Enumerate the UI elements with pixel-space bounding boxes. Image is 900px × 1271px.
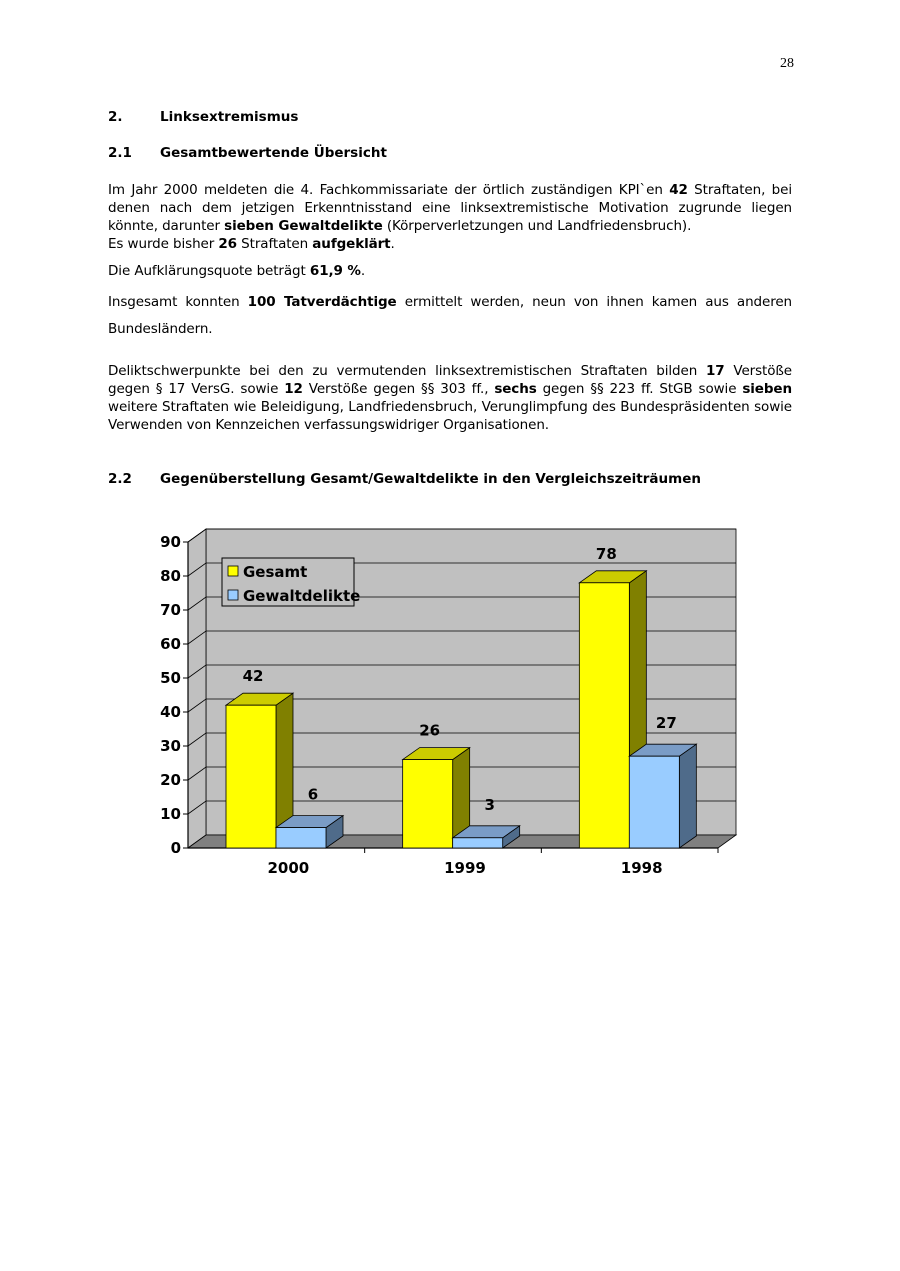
para5-bold-4: sieben [742,381,792,397]
data-label: 3 [484,795,495,814]
x-category-label: 2000 [267,859,310,877]
legend-label-gewaltdelikte: Gewaltdelikte [243,587,361,605]
paragraph-offense-focus [108,362,792,434]
para5-text-3: Verstöße gegen §§ 303 ff., [302,381,495,397]
chart-side-wall [188,529,206,848]
section-2-1-number: 2.1 [108,145,132,161]
para5-text-2: Verstöße gegen § 17 VersG. sowie [108,363,792,397]
legend-swatch-gesamt [228,566,238,576]
bar-gesamt-1998 [579,583,629,848]
para3-text-1: Die Aufklärungsquote beträgt [108,263,310,279]
x-category-label: 1998 [620,859,663,877]
para4-text-1: Insgesamt konnten [108,294,248,310]
y-tick-label: 70 [160,601,181,619]
section-2-1-title: Gesamtbewertende Übersicht [160,145,387,161]
bar-gewaltdelikte-1999 [453,838,503,848]
data-label: 42 [242,667,264,686]
para4-text-2: ermittelt werden, neun von ihnen kamen aus anderen Bundesländern. [108,294,793,337]
y-tick-label: 0 [170,839,181,857]
para5-bold-3: sechs [494,381,537,397]
data-label: 6 [307,785,319,804]
y-tick-label: 60 [160,635,181,653]
page-number: 28 [780,56,794,71]
y-tick-label: 20 [160,771,181,789]
data-label: 27 [655,714,677,733]
section-2-heading [108,109,298,125]
para5-text-1: Deliktschwerpunkte bei den zu vermutenden linksextremistischen Straftaten bilden [108,363,706,379]
para2-bold-2: aufgeklärt [312,236,391,252]
legend-swatch-gewaltdelikte [228,590,238,600]
para1-text-1: Im Jahr 2000 meldeten die 4. Fachkommissariate der örtlich zuständigen KPI`en [108,182,670,198]
bar-chart [150,515,750,889]
section-2-title: Linksextremismus [160,109,299,125]
para5-text-5: weitere Straftaten wie Beleidigung, Landfriedensbruch, Verunglimpfung des Bundespräsidenten sowie Verwenden von Kennzeichen verfassungswidriger Organisationen. [108,399,792,433]
data-label: 78 [595,544,617,563]
paragraph-reports [108,181,792,253]
bar-chart-svg [150,515,750,885]
para1-bold-2: sieben Gewaltdelikte [224,218,383,234]
para3-text-2: . [360,263,366,279]
para3-bold-1: 61,9 % [309,263,361,279]
para2-text-1: Es wurde bisher [108,236,219,252]
section-2-2-number: 2.2 [108,471,132,487]
para1-text-2: Straftaten, bei denen nach dem jetzigen Erkenntnisstand eine linksextremistische Motivation zugrunde liegen könnte, darunter [108,182,792,234]
y-tick-label: 30 [160,737,181,755]
bar-gewaltdelikte-2000 [276,828,326,848]
x-category-label: 1999 [444,859,486,877]
bar-side-gewaltdelikte-1998 [679,744,696,848]
para1-bold-1: 42 [669,182,688,198]
bar-gesamt-2000 [226,705,276,848]
para1-text-3: (Körperverletzungen und Landfriedensbruch). [382,218,692,234]
section-2-1-heading [108,145,387,161]
section-2-number: 2. [108,109,123,125]
para2-bold-1: 26 [218,236,237,252]
legend-label-gesamt: Gesamt [243,563,308,581]
y-tick-label: 80 [160,567,181,585]
paragraph-suspects [108,289,792,343]
y-tick-label: 10 [160,805,181,823]
para2-text-3: . [390,236,395,252]
paragraph-clearance-rate [108,262,792,280]
data-label: 26 [419,721,441,740]
para2-text-2: Straftaten [236,236,313,252]
para4-bold-1: 100 Tatverdächtige [247,294,397,310]
y-tick-label: 40 [160,703,181,721]
y-tick-label: 50 [160,669,181,687]
bar-gesamt-1999 [403,760,453,848]
section-2-2-title: Gegenüberstellung Gesamt/Gewaltdelikte in den Vergleichszeiträumen [160,471,701,487]
y-tick-label: 90 [160,533,181,551]
para5-text-4: gegen §§ 223 ff. StGB sowie [536,381,743,397]
para5-bold-1: 17 [705,363,725,379]
para5-bold-2: 12 [284,381,303,397]
chart-legend [222,558,360,606]
section-2-2-heading [108,471,701,487]
bar-gewaltdelikte-1998 [629,756,679,848]
